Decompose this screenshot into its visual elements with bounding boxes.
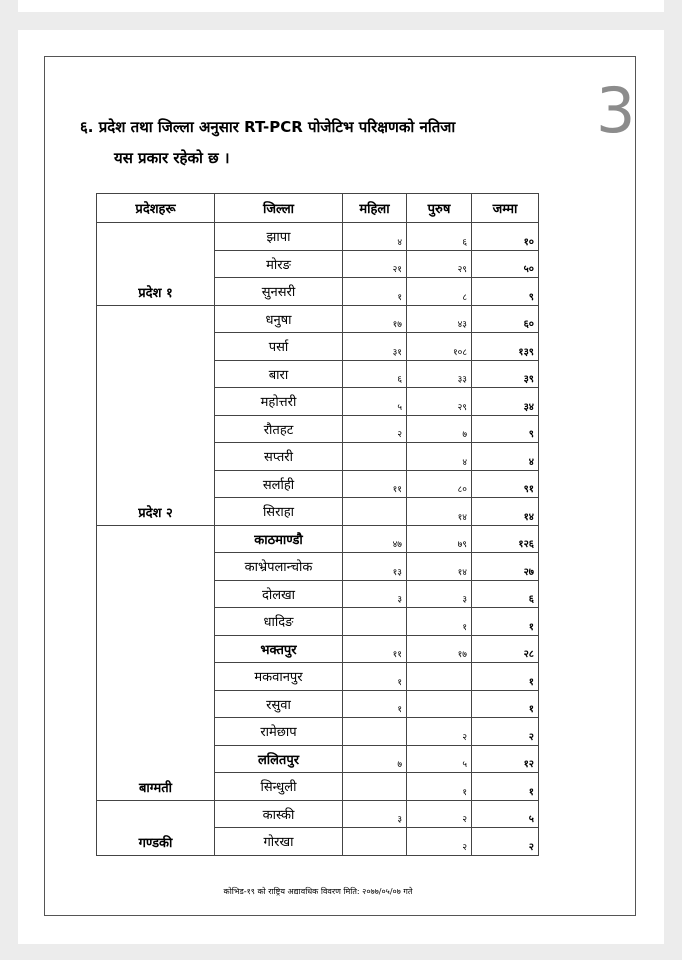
male-count-cell: ८० [407,470,472,498]
page-number: 3 [596,74,636,147]
male-count-cell: ७ [407,415,472,443]
male-count-cell: ४३ [407,305,472,333]
province-cell: गण्डकी [97,800,215,855]
female-count-cell: १७ [343,305,407,333]
district-cell: धनुषा [215,305,343,333]
total-count-cell: ५० [472,250,539,278]
section-heading [80,112,600,174]
header-female: महिला [343,194,407,223]
female-count-cell: १ [343,278,407,306]
total-count-cell: २ [472,828,539,856]
male-count-cell: १४ [407,553,472,581]
district-cell: सुनसरी [215,278,343,306]
female-count-cell: ३१ [343,333,407,361]
female-count-cell: ११ [343,470,407,498]
table-row [97,525,539,553]
district-cell: गोरखा [215,828,343,856]
header-province: प्रदेशहरू [97,194,215,223]
male-count-cell [407,663,472,691]
male-count-cell: १०८ [407,333,472,361]
total-count-cell: ६ [472,580,539,608]
total-count-cell: १२६ [472,525,539,553]
total-count-cell: १ [472,690,539,718]
district-cell: सिराहा [215,498,343,526]
male-count-cell [407,690,472,718]
province-cell: बाग्मती [97,525,215,800]
female-count-cell: ७ [343,745,407,773]
total-count-cell: १३९ [472,333,539,361]
male-count-cell: ६ [407,223,472,251]
female-count-cell: ४७ [343,525,407,553]
total-count-cell: ६० [472,305,539,333]
female-count-cell [343,443,407,471]
male-count-cell: ३३ [407,360,472,388]
total-count-cell: १ [472,773,539,801]
province-cell: प्रदेश २ [97,305,215,525]
district-cell: मकवानपुर [215,663,343,691]
table-row [97,305,539,333]
female-count-cell [343,718,407,746]
district-cell: महोत्तरी [215,388,343,416]
district-cell: काभ्रेपलान्चोक [215,553,343,581]
total-count-cell: ९ [472,278,539,306]
male-count-cell: १ [407,773,472,801]
total-count-cell: १० [472,223,539,251]
header-total: जम्मा [472,194,539,223]
district-cell: झापा [215,223,343,251]
total-count-cell: १४ [472,498,539,526]
previous-page-card [18,0,664,12]
district-cell: रसुवा [215,690,343,718]
male-count-cell: १७ [407,635,472,663]
female-count-cell [343,828,407,856]
female-count-cell [343,498,407,526]
district-cell: पर्सा [215,333,343,361]
male-count-cell: ४ [407,443,472,471]
male-count-cell: १४ [407,498,472,526]
female-count-cell: ४ [343,223,407,251]
female-count-cell [343,608,407,636]
district-cell: भक्तपुर [215,635,343,663]
male-count-cell: ८ [407,278,472,306]
district-cell: दोलखा [215,580,343,608]
district-cell: रौतहट [215,415,343,443]
total-count-cell: ९ [472,415,539,443]
male-count-cell: २ [407,828,472,856]
male-count-cell: २९ [407,250,472,278]
total-count-cell: ९१ [472,470,539,498]
heading-line-2: यस प्रकार रहेको छ । [114,149,230,167]
female-count-cell: ३ [343,800,407,828]
district-cell: सर्लाही [215,470,343,498]
total-count-cell: ३९ [472,360,539,388]
table-row [97,223,539,251]
female-count-cell: १ [343,690,407,718]
total-count-cell: ५ [472,800,539,828]
male-count-cell: ५ [407,745,472,773]
total-count-cell: १ [472,663,539,691]
total-count-cell: २७ [472,553,539,581]
total-count-cell: २८ [472,635,539,663]
female-count-cell: २१ [343,250,407,278]
total-count-cell: ४ [472,443,539,471]
footer-source-note: कोभिड-१९ को राष्ट्रिय अद्यावधिक विवरण मिति: २०७७/०५/०७ गते [223,887,413,896]
header-male: पुरुष [407,194,472,223]
female-count-cell: १ [343,663,407,691]
female-count-cell: २ [343,415,407,443]
female-count-cell [343,773,407,801]
female-count-cell: ३ [343,580,407,608]
district-cell: सिन्धुली [215,773,343,801]
male-count-cell: २९ [407,388,472,416]
district-cell: कास्की [215,800,343,828]
district-cell: सप्तरी [215,443,343,471]
district-cell: रामेछाप [215,718,343,746]
male-count-cell: ७९ [407,525,472,553]
male-count-cell: १ [407,608,472,636]
total-count-cell: १ [472,608,539,636]
table-header-row [97,194,539,223]
male-count-cell: २ [407,718,472,746]
rtpcr-results-table [96,193,539,856]
heading-line-1: ६. प्रदेश तथा जिल्ला अनुसार RT-PCR पोजेटिभ परिक्षणको नतिजा [80,118,456,136]
province-cell: प्रदेश १ [97,223,215,306]
table-row [97,800,539,828]
district-cell: मोरङ [215,250,343,278]
male-count-cell: २ [407,800,472,828]
table-body [97,223,539,856]
district-cell: धादिङ [215,608,343,636]
district-cell: ललितपुर [215,745,343,773]
male-count-cell: ३ [407,580,472,608]
female-count-cell: १३ [343,553,407,581]
total-count-cell: २ [472,718,539,746]
header-district: जिल्ला [215,194,343,223]
total-count-cell: १२ [472,745,539,773]
total-count-cell: ३४ [472,388,539,416]
female-count-cell: ११ [343,635,407,663]
district-cell: बारा [215,360,343,388]
female-count-cell: ५ [343,388,407,416]
district-cell: काठमाण्डौ [215,525,343,553]
female-count-cell: ६ [343,360,407,388]
